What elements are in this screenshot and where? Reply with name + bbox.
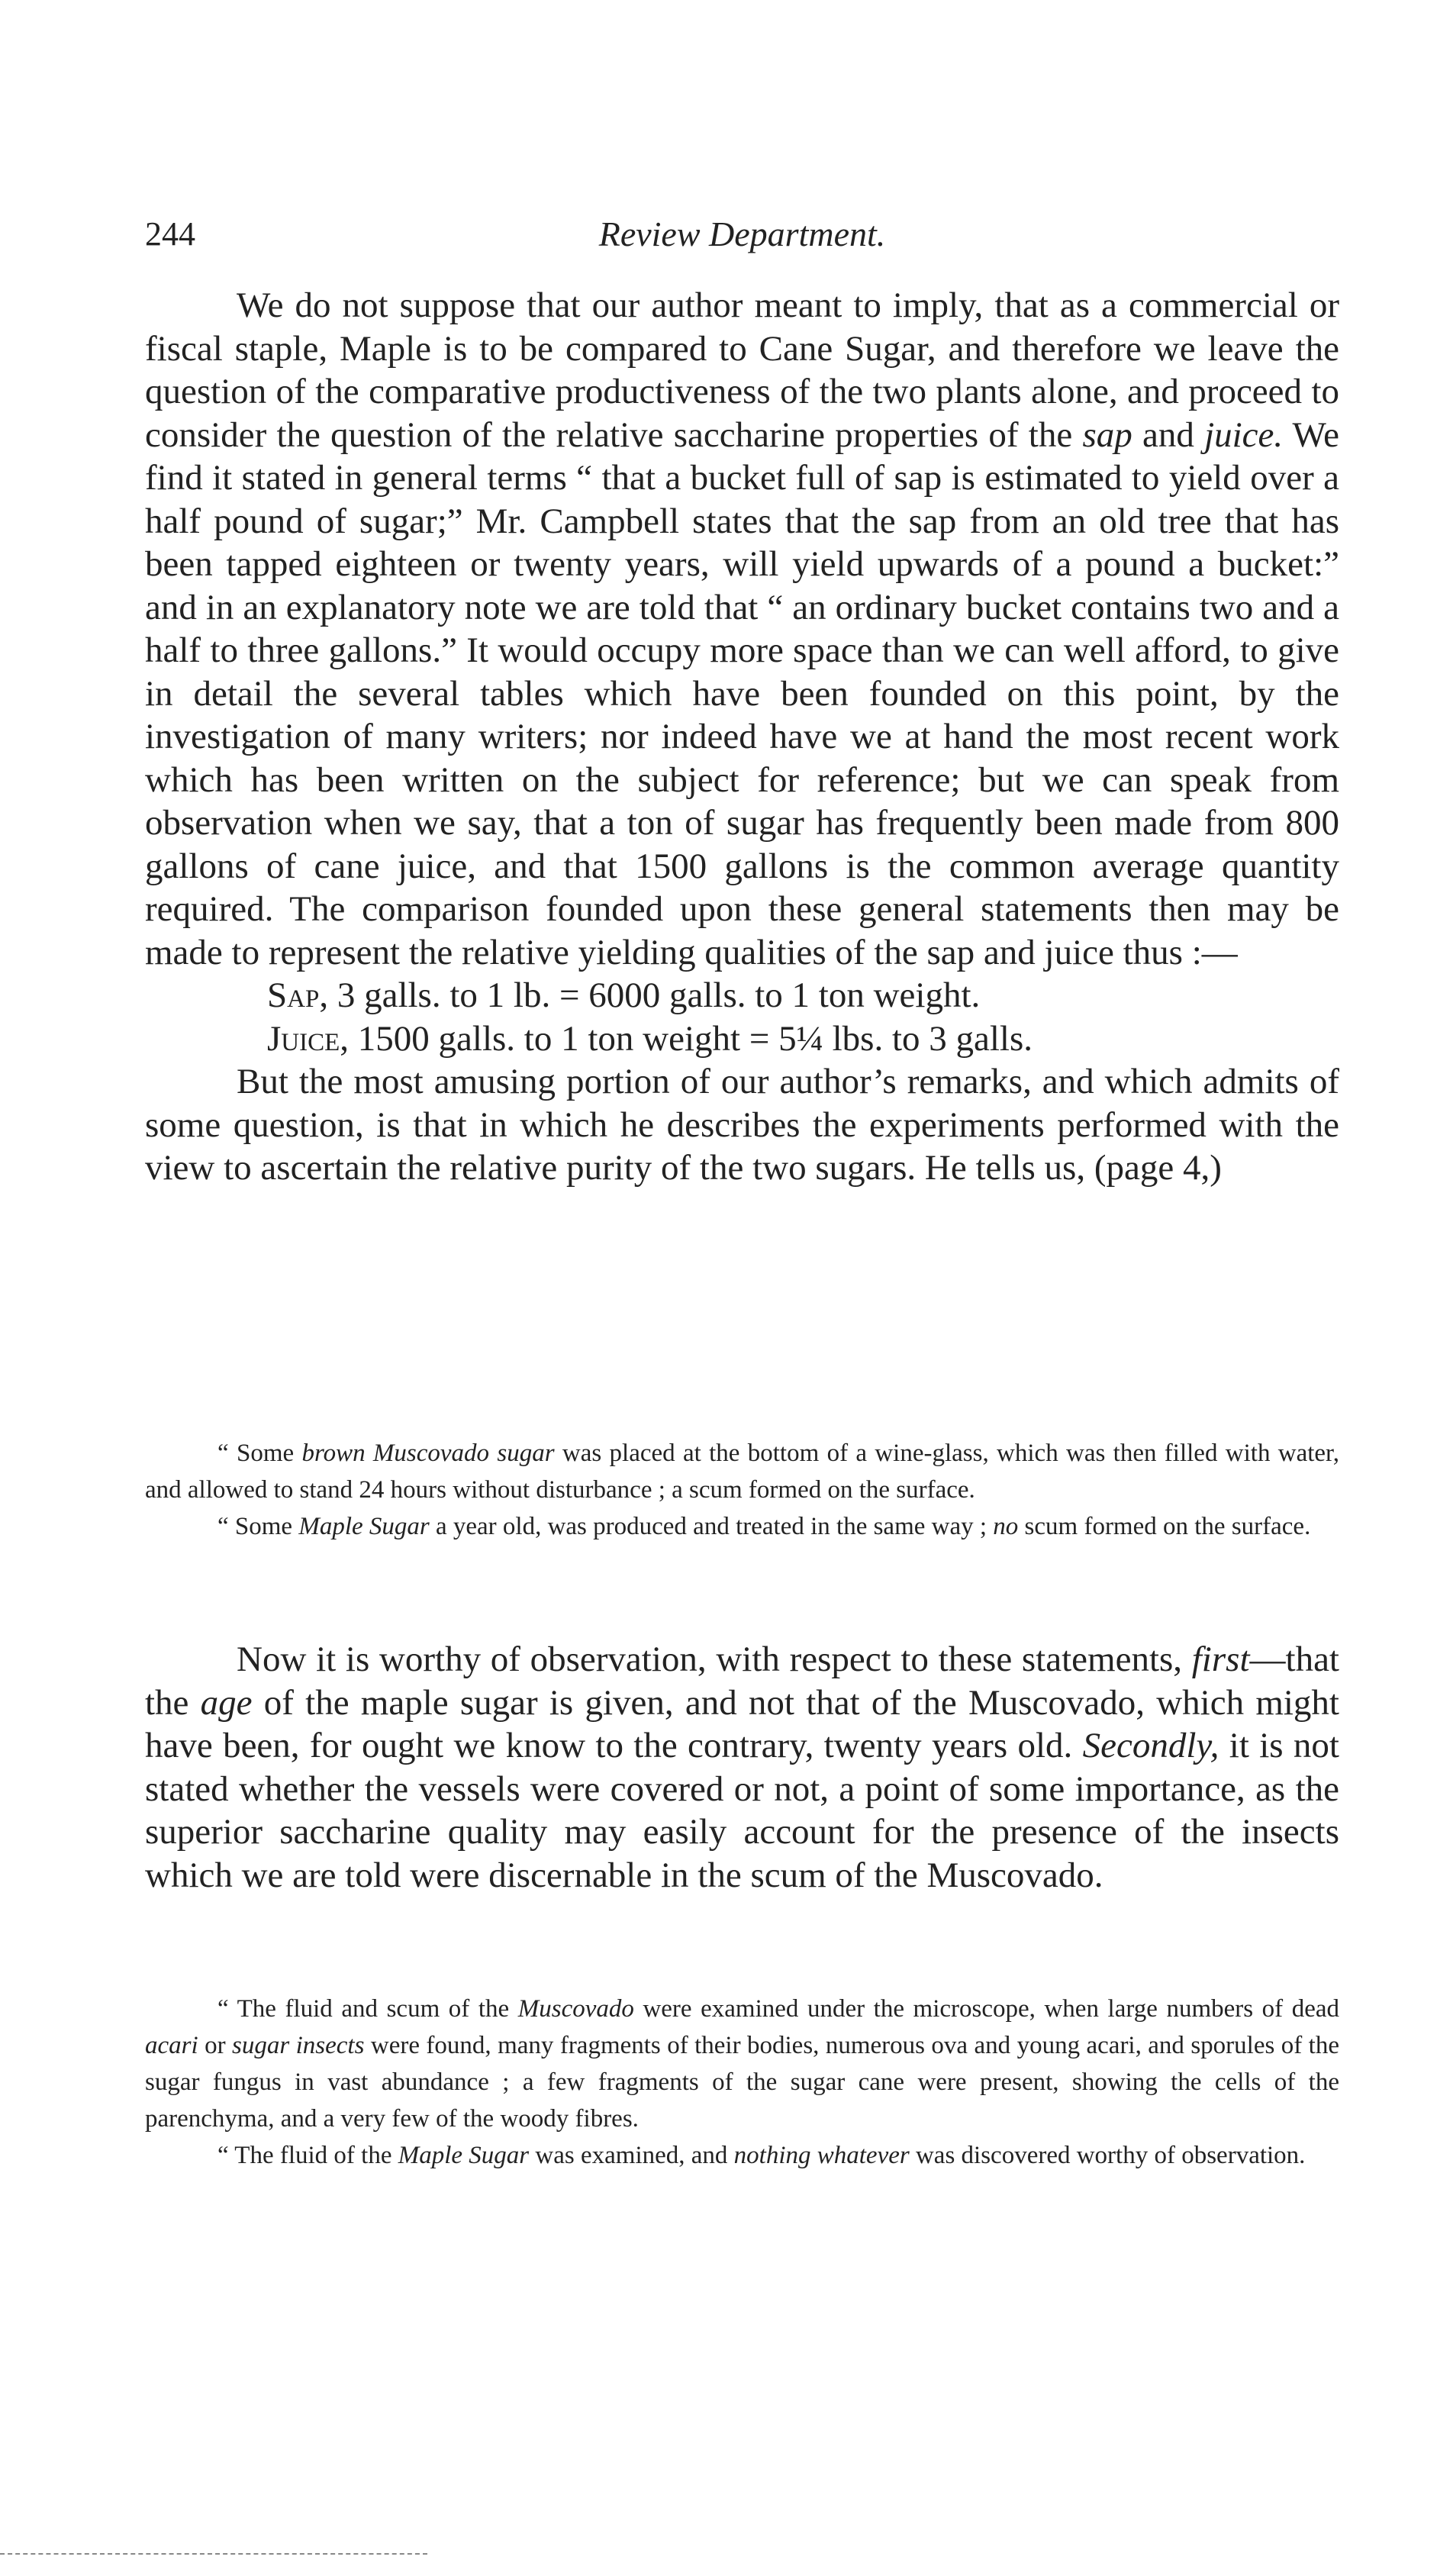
paragraph-observation: Now it is worthy of observation, with respect to these statements, first—that the age of the maple sugar is given, and not that of the Muscovado, which might have been, for ought we know to the contrary, twenty years old. Secondly, it is not stated whether the vessels were covered or not, a point of some importance, as the superior saccharine quality may easily account for the presence of the insects which we are told were discernable in the scum of the Muscovado. xyxy=(145,1639,1339,1895)
bottom-rule xyxy=(0,2553,427,2555)
statement-juice: Juice, 1500 galls. to 1 ton weight = 5¼ lbs. to 3 galls. xyxy=(267,1018,1033,1059)
body-text-observation xyxy=(145,1638,1339,1897)
paragraph-experiments: But the most amusing portion of our author’s remarks, and which admits of some question, is that in which he describes the experiments performed with the view to ascertain the relative purity of the two sugars. He tells us, (page 4,) xyxy=(145,1062,1339,1188)
quote-block-microscope xyxy=(145,1991,1339,2174)
sap-label: Sap, xyxy=(267,975,329,1015)
quote-maple-microscope: “ The fluid of the Maple Sugar was examined, and nothing whatever was discovered worthy of observation. xyxy=(217,2142,1306,2169)
running-title: Review Department. xyxy=(598,214,886,253)
quote-block-experiment xyxy=(145,1435,1339,1545)
body-text-top xyxy=(145,284,1339,1190)
page-number: 244 xyxy=(145,215,195,253)
quote-muscovado-glass: “ Some brown Muscovado sugar was placed at the bottom of a wine-glass, which was then filled with water, and allowed to stand 24 hours without disturbance ; a scum formed on the surface. xyxy=(145,1440,1339,1504)
quote-maple-glass: “ Some Maple Sugar a year old, was produced and treated in the same way ; no scum formed on the surface. xyxy=(217,1513,1311,1540)
statement-sap: Sap, 3 galls. to 1 lb. = 6000 galls. to 1 ton weight. xyxy=(267,975,981,1015)
juice-term: juice. xyxy=(1204,414,1284,455)
running-header xyxy=(145,208,1339,261)
sap-term: sap xyxy=(1082,414,1132,455)
paragraph-comparison: We do not suppose that our author meant to imply, that as a commercial or fiscal staple, Maple is to be compared to Cane Sugar, and therefore we leave the question of the comparative productiveness of the two plants alone, and proceed to consider the question of the relative saccharine properties of the sap and juice. We find it stated in general terms “ that a bucket full of sap is estimated to yield over a half pound of sugar;” Mr. Campbell states that the sap from an old tree that has been tapped eighteen or twenty years, will yield upwards of a pound a bucket:” and in an explanatory note we are told that “ an ordinary bucket contains two and a half to three gallons.” It would occupy more space than we can well afford, to give in detail the several tables which have been founded on this point, by the investigation of many writers; nor indeed have we at hand the most recent work which has been written on the subject for reference; but we can speak from observation when we say, that a ton of sugar has frequently been made from 800 gallons of cane juice, and that 1500 gallons is the common average quantity required. The comparison founded upon these general statements then may be made to represent the relative yielding qualities of the sap and juice thus :— xyxy=(145,285,1339,972)
quote-muscovado-microscope: “ The fluid and scum of the Muscovado were examined under the microscope, when large numbers of dead acari or sugar insects were found, many fragments of their bodies, numerous ova and young acari, and sporules of the sugar fungus in vast abundance ; a few fragments of the sugar cane were present, showing the cells of the parenchyma, and a very few of the woody fibres. xyxy=(145,1995,1340,2133)
juice-label: Juice, xyxy=(267,1018,350,1059)
